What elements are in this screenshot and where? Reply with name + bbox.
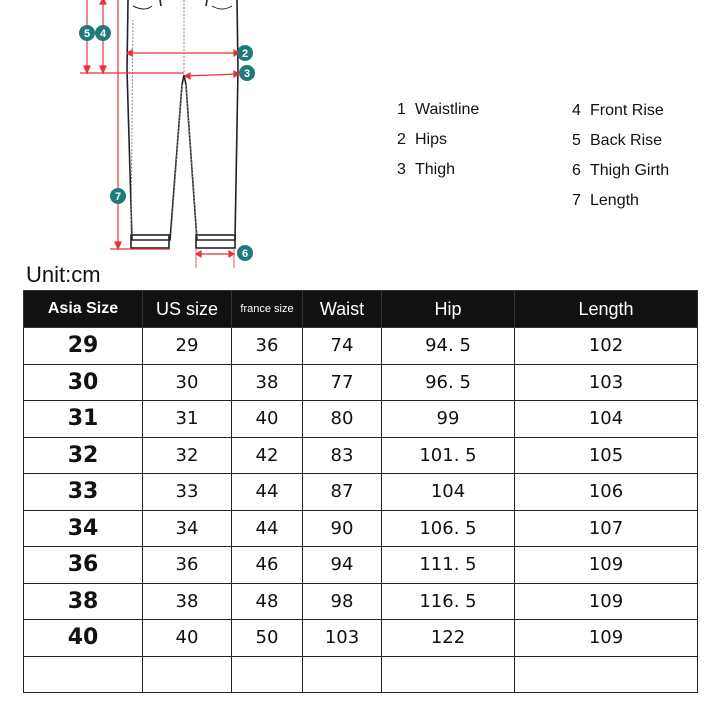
cell-hip <box>382 656 515 693</box>
legend-label: Back Rise <box>590 132 663 149</box>
cell-us-size: 34 <box>143 510 232 547</box>
cell-length: 109 <box>515 620 698 657</box>
table-row <box>24 328 698 365</box>
cell-waist: 80 <box>303 401 382 438</box>
cell-length <box>515 656 698 693</box>
cell-us-size: 38 <box>143 583 232 620</box>
cell-us-size: 40 <box>143 620 232 657</box>
svg-text:5: 5 <box>83 28 91 40</box>
table-header-row <box>24 291 698 328</box>
cell-hip: 116. 5 <box>382 583 515 620</box>
legend-label: Thigh <box>415 161 456 178</box>
header-length: Length <box>515 291 698 328</box>
cell-asia-size: 29 <box>24 328 143 365</box>
cell-waist <box>303 656 382 693</box>
cell-hip: 122 <box>382 620 515 657</box>
cell-length: 103 <box>515 364 698 401</box>
table-row <box>24 401 698 438</box>
cell-hip: 94. 5 <box>382 328 515 365</box>
cell-hip: 101. 5 <box>382 437 515 474</box>
cell-us-size: 36 <box>143 547 232 584</box>
cell-waist: 90 <box>303 510 382 547</box>
badge-6 <box>237 245 253 261</box>
header-waist: Waist <box>303 291 382 328</box>
cell-france-size: 38 <box>232 364 303 401</box>
size-chart-table <box>23 290 698 693</box>
svg-text:2: 2 <box>241 48 249 60</box>
svg-text:7: 7 <box>114 191 122 203</box>
header-hip: Hip <box>382 291 515 328</box>
cell-waist: 77 <box>303 364 382 401</box>
cell-france-size: 42 <box>232 437 303 474</box>
cell-hip: 111. 5 <box>382 547 515 584</box>
table-row <box>24 474 698 511</box>
cell-waist: 98 <box>303 583 382 620</box>
cell-asia-size <box>24 656 143 693</box>
cell-hip: 99 <box>382 401 515 438</box>
badge-5 <box>79 25 95 41</box>
table-row <box>24 656 698 693</box>
legend-label: Front Rise <box>590 102 664 119</box>
svg-text:4: 4 <box>99 28 107 40</box>
legend-label: Waistline <box>415 101 480 118</box>
cell-waist: 74 <box>303 328 382 365</box>
cell-asia-size: 34 <box>24 510 143 547</box>
legend-label: Thigh Girth <box>590 162 670 179</box>
legend-number: 1 <box>397 101 406 118</box>
header-france-size: france size <box>232 291 303 328</box>
cell-length: 109 <box>515 583 698 620</box>
svg-text:3: 3 <box>243 68 251 80</box>
badge-4 <box>95 25 111 41</box>
cell-france-size: 46 <box>232 547 303 584</box>
legend-item <box>397 101 479 119</box>
legend-item <box>572 132 662 150</box>
badge-3 <box>239 65 255 81</box>
legend-number: 5 <box>572 132 581 149</box>
cell-us-size: 33 <box>143 474 232 511</box>
legend-label: Length <box>590 192 639 209</box>
cell-length: 106 <box>515 474 698 511</box>
svg-text:6: 6 <box>241 248 249 260</box>
cell-france-size: 48 <box>232 583 303 620</box>
cell-france-size: 36 <box>232 328 303 365</box>
cell-asia-size: 30 <box>24 364 143 401</box>
unit-label: Unit:cm <box>26 262 101 287</box>
table-row <box>24 437 698 474</box>
cell-hip: 96. 5 <box>382 364 515 401</box>
cell-asia-size: 31 <box>24 401 143 438</box>
legend-number: 6 <box>572 162 581 179</box>
cell-asia-size: 38 <box>24 583 143 620</box>
legend-label: Hips <box>415 131 448 148</box>
legend-number: 4 <box>572 102 581 119</box>
cell-asia-size: 33 <box>24 474 143 511</box>
cell-us-size <box>143 656 232 693</box>
legend-item <box>572 192 639 210</box>
cell-us-size: 29 <box>143 328 232 365</box>
header-asia-size: Asia Size <box>24 291 143 328</box>
cell-length: 104 <box>515 401 698 438</box>
cell-france-size: 40 <box>232 401 303 438</box>
legend-item <box>572 162 669 180</box>
cell-asia-size: 36 <box>24 547 143 584</box>
cell-france-size <box>232 656 303 693</box>
badge-7 <box>110 188 126 204</box>
cell-length: 107 <box>515 510 698 547</box>
cell-length: 105 <box>515 437 698 474</box>
cell-france-size: 44 <box>232 474 303 511</box>
cell-waist: 87 <box>303 474 382 511</box>
cell-us-size: 32 <box>143 437 232 474</box>
legend-number: 3 <box>397 161 406 178</box>
cell-hip: 106. 5 <box>382 510 515 547</box>
cell-asia-size: 40 <box>24 620 143 657</box>
pants-illustration <box>127 0 238 248</box>
legend-item <box>397 131 447 149</box>
stitching <box>131 0 197 236</box>
table-row <box>24 510 698 547</box>
legend-number: 7 <box>572 192 581 209</box>
header-us-size: US size <box>143 291 232 328</box>
cell-waist: 94 <box>303 547 382 584</box>
table-row <box>24 364 698 401</box>
cell-asia-size: 32 <box>24 437 143 474</box>
cell-length: 102 <box>515 328 698 365</box>
cell-us-size: 30 <box>143 364 232 401</box>
legend-item <box>572 102 664 120</box>
cell-length: 109 <box>515 547 698 584</box>
cell-france-size: 44 <box>232 510 303 547</box>
table-row <box>24 547 698 584</box>
badge-2 <box>237 45 253 61</box>
legend-item <box>397 161 455 179</box>
cell-waist: 103 <box>303 620 382 657</box>
cell-france-size: 50 <box>232 620 303 657</box>
table-row <box>24 583 698 620</box>
cell-us-size: 31 <box>143 401 232 438</box>
legend-number: 2 <box>397 131 406 148</box>
cell-hip: 104 <box>382 474 515 511</box>
table-row <box>24 620 698 657</box>
cell-waist: 83 <box>303 437 382 474</box>
